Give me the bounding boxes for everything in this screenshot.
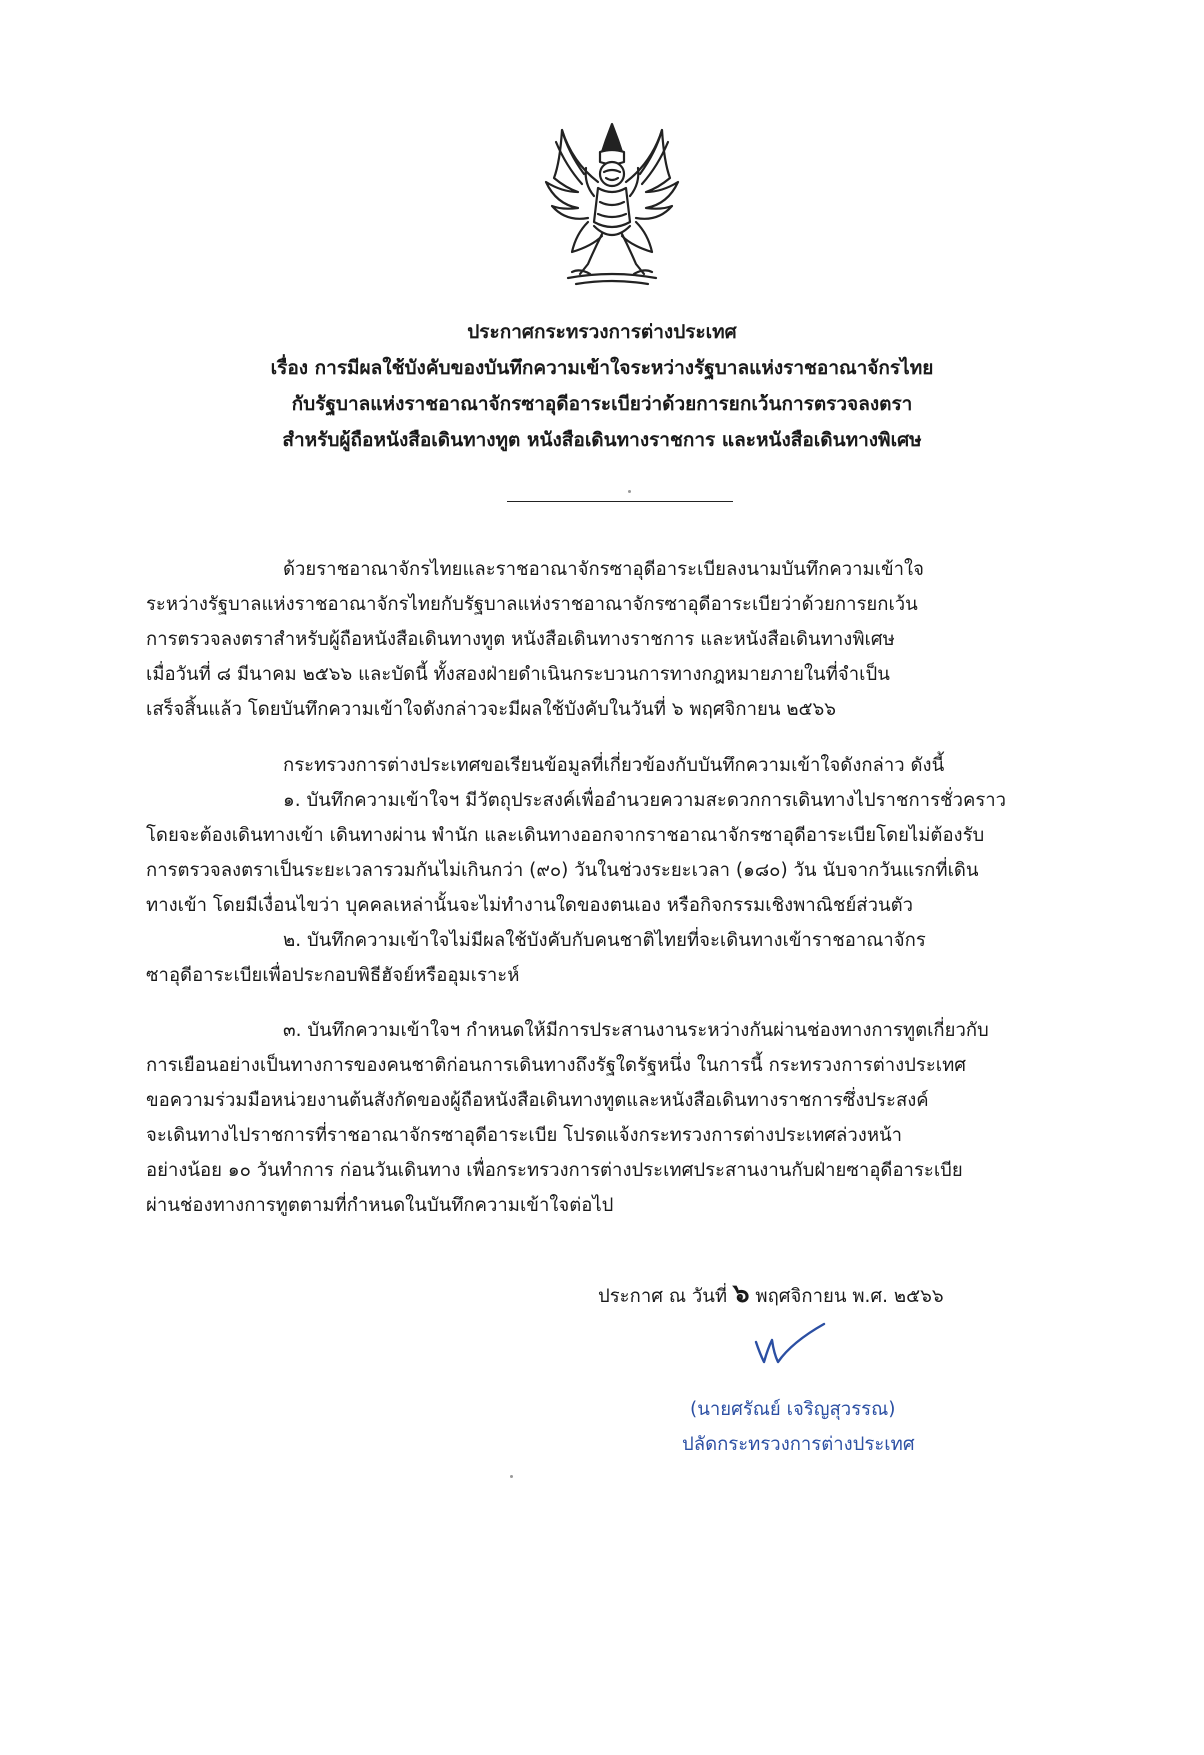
item-line: โดยจะต้องเดินทางเข้า เดินทางผ่าน พำนัก และเดินทางออกจากราชอาณาจักรซาอุดีอาระเบียโดยไม่ต้องรับ — [146, 825, 985, 846]
subject-line: เรื่อง การมีผลใช้บังคับของบันทึกความเข้าใจระหว่างรัฐบาลแห่งราชอาณาจักรไทย — [270, 357, 934, 379]
announcement-date — [598, 1273, 944, 1314]
speck — [628, 490, 631, 493]
paragraph-line: ระหว่างรัฐบาลแห่งราชอาณาจักรไทยกับรัฐบาลแห่งราชอาณาจักรซาอุดีอาระเบียว่าด้วยการยกเว้น — [146, 594, 918, 615]
paragraph-line: เมื่อวันที่ ๘ มีนาคม ๒๕๖๖ และบัดนี้ ทั้งสองฝ่ายดำเนินกระบวนการทางกฎหมายภายในที่จำเป็น — [146, 664, 890, 685]
subject-line: สำหรับผู้ถือหนังสือเดินทางทูต หนังสือเดินทางราชการ และหนังสือเดินทางพิเศษ — [282, 429, 922, 451]
intro-line: กระทรวงการต่างประเทศขอเรียนข้อมูลที่เกี่ยวข้องกับบันทึกความเข้าใจดังกล่าว ดังนี้ — [283, 755, 945, 776]
signer-title: ปลัดกระทรวงการต่างประเทศ — [682, 1434, 915, 1455]
date-day: ๖ — [733, 1279, 750, 1309]
date-prefix: ประกาศ ณ วันที่ — [598, 1286, 728, 1307]
item-line: ทางเข้า โดยมีเงื่อนไขว่า บุคคลเหล่านั้นจะไม่ทำงานใดของตนเอง หรือกิจกรรมเชิงพาณิชย์ส่วนตัว — [146, 895, 914, 916]
signer-name: (นายศรัณย์ เจริญสุวรรณ) — [690, 1399, 896, 1420]
paragraph-line: ด้วยราชอาณาจักรไทยและราชอาณาจักรซาอุดีอาระเบียลงนามบันทึกความเข้าใจ — [283, 559, 924, 580]
item-line: ๒. บันทึกความเข้าใจไม่มีผลใช้บังคับกับคนชาติไทยที่จะเดินทางเข้าราชอาณาจักร — [283, 930, 926, 951]
announcement-heading — [150, 314, 1054, 458]
heading-divider — [507, 501, 733, 502]
paragraph-line: การตรวจลงตราสำหรับผู้ถือหนังสือเดินทางทูต หนังสือเดินทางราชการ และหนังสือเดินทางพิเศษ — [146, 629, 895, 650]
date-rest: พฤศจิกายน พ.ศ. ๒๕๖๖ — [755, 1286, 944, 1307]
item-line: ๓. บันทึกความเข้าใจฯ กำหนดให้มีการประสานงานระหว่างกันผ่านช่องทางการทูตเกี่ยวกับ — [283, 1020, 989, 1041]
item-line: ผ่านช่องทางการทูตตามที่กำหนดในบันทึกความเข้าใจต่อไป — [146, 1195, 614, 1216]
item-line: ๑. บันทึกความเข้าใจฯ มีวัตถุประสงค์เพื่ออำนวยความสะดวกการเดินทางไปราชการชั่วคราว — [283, 790, 1007, 811]
item-line: ซาอุดีอาระเบียเพื่อประกอบพิธีฮัจย์หรืออุมเราะห์ — [146, 965, 520, 986]
subject-line: กับรัฐบาลแห่งราชอาณาจักรซาอุดีอาระเบียว่าด้วยการยกเว้นการตรวจลงตรา — [291, 393, 913, 415]
speck — [510, 1475, 513, 1478]
item-line: อย่างน้อย ๑๐ วันทำการ ก่อนวันเดินทาง เพื่อกระทรวงการต่างประเทศประสานงานกับฝ่ายซาอุดีอาระเบีย — [146, 1160, 963, 1181]
item-line: จะเดินทางไปราชการที่ราชอาณาจักรซาอุดีอาระเบีย โปรดแจ้งกระทรวงการต่างประเทศล่วงหน้า — [146, 1125, 903, 1146]
garuda-emblem-icon — [532, 122, 692, 290]
item-line: การตรวจลงตราเป็นระยะเวลารวมกันไม่เกินกว่า (๙๐) วันในช่วงระยะเวลา (๑๘๐) วัน นับจากวันแรกที่เดิน — [146, 860, 979, 881]
handwritten-signature-icon — [752, 1320, 832, 1368]
paragraph-line: เสร็จสิ้นแล้ว โดยบันทึกความเข้าใจดังกล่าวจะมีผลใช้บังคับในวันที่ ๖ พฤศจิกายน ๒๕๖๖ — [146, 699, 837, 720]
item-line: การเยือนอย่างเป็นทางการของคนชาติก่อนการเดินทางถึงรัฐใดรัฐหนึ่ง ในการนี้ กระทรวงการต่างประเทศ — [146, 1055, 967, 1076]
item-line: ขอความร่วมมือหน่วยงานต้นสังกัดของผู้ถือหนังสือเดินทางทูตและหนังสือเดินทางราชการซึ่งประสงค์ — [146, 1090, 929, 1111]
announcement-title: ประกาศกระทรวงการต่างประเทศ — [467, 321, 737, 343]
